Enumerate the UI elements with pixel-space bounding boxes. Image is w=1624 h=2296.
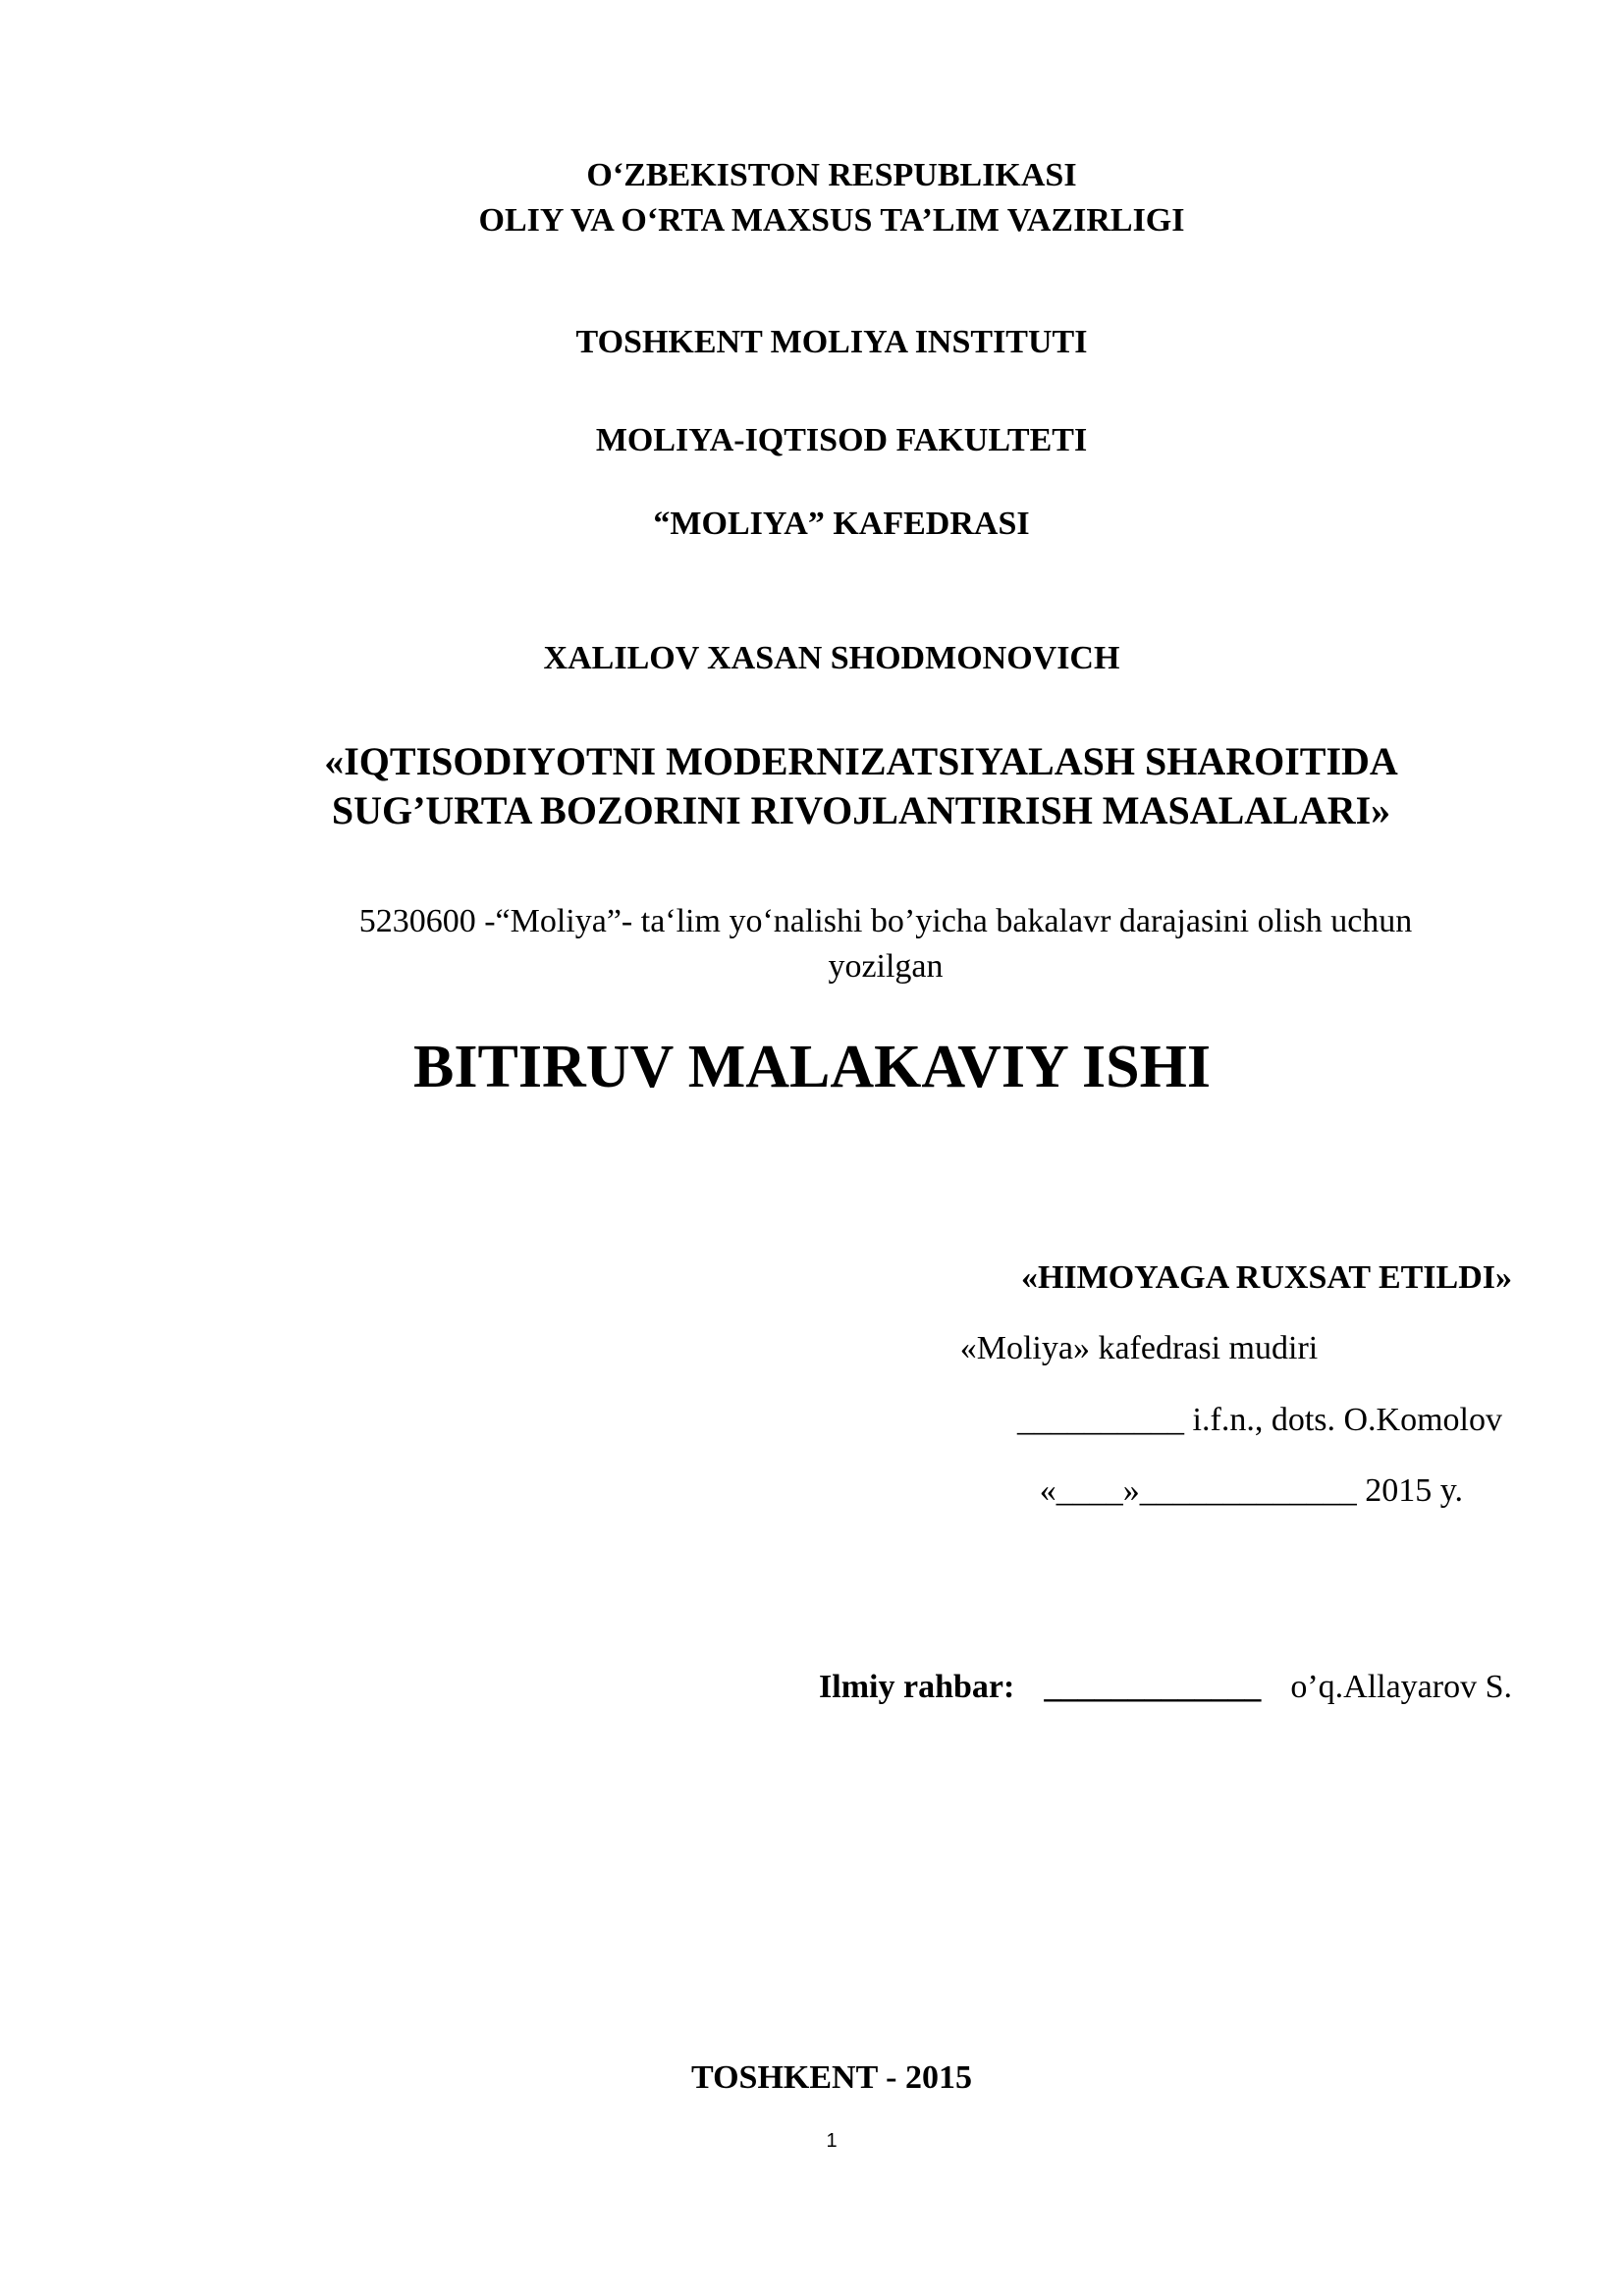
faculty-name: MOLIYA-IQTISOD FAKULTETI bbox=[595, 422, 1088, 458]
page-number: 1 bbox=[826, 2130, 838, 2152]
supervisor-name: o’q.Allayarov S. bbox=[1290, 1669, 1512, 1705]
approval-date: «____»_____________ 2015 y. bbox=[1039, 1472, 1463, 1509]
specialty-line-2: yozilgan bbox=[828, 948, 944, 985]
ministry-country-line: O‘ZBEKISTON RESPUBLIKASI bbox=[586, 157, 1077, 193]
institute-name: TOSHKENT MOLIYA INSTITUTI bbox=[575, 324, 1088, 360]
supervisor-line bbox=[687, 1669, 1512, 1706]
approval-title: «HIMOYAGA RUXSAT ETILDI» bbox=[1020, 1259, 1512, 1296]
ministry-name-line: OLIY VA O‘RTA MAXSUS TA’LIM VAZIRLIGI bbox=[478, 202, 1185, 239]
city-year: TOSHKENT - 2015 bbox=[691, 2059, 972, 2096]
supervisor-signature-blank: _____________ bbox=[1044, 1669, 1262, 1705]
approval-role: «Moliya» kafedrasi mudiri bbox=[959, 1330, 1319, 1366]
specialty-line-1: 5230600 -“Moliya”- ta‘lim yo‘nalishi bo’yicha bakalavr darajasini olish uchun bbox=[358, 903, 1413, 939]
supervisor-label: Ilmiy rahbar: bbox=[819, 1669, 1015, 1705]
department-name: “MOLIYA” KAFEDRASI bbox=[653, 506, 1030, 542]
approval-head-signature: __________ i.f.n., dots. O.Komolov bbox=[1017, 1402, 1502, 1438]
thesis-topic-line-2: SUG’URTA BOZORINI RIVOJLANTIRISH MASALALARI» bbox=[331, 788, 1391, 832]
work-type-title: BITIRUV MALAKAVIY ISHI bbox=[413, 1034, 1211, 1100]
thesis-topic-line-1: «IQTISODIYOTNI MODERNIZATSIYALASH SHAROITIDA bbox=[324, 739, 1398, 783]
author-name: XALILOV XASAN SHODMONOVICH bbox=[543, 640, 1120, 676]
